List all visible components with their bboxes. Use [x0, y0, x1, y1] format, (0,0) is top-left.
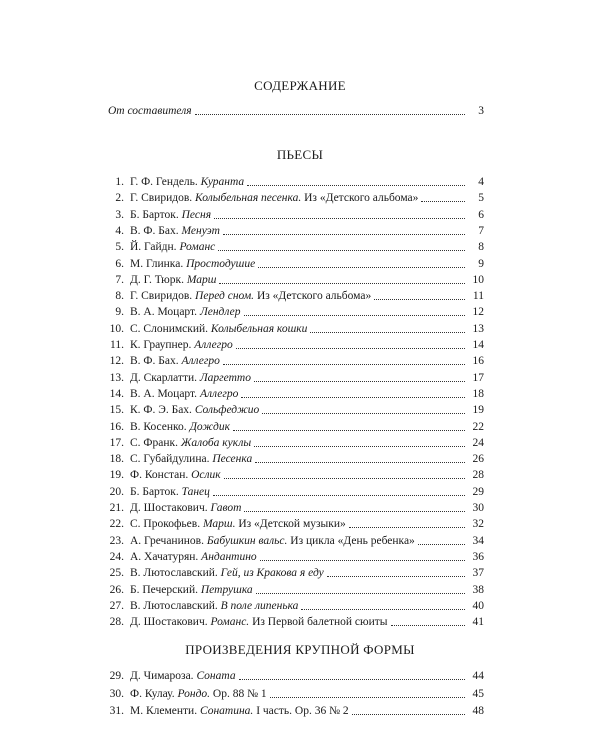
piece-title: Марш. — [202, 518, 236, 531]
page-number: 45 — [472, 687, 484, 700]
dot-leader — [270, 697, 465, 698]
toc-row[interactable] — [100, 371, 484, 385]
dot-leader — [254, 381, 465, 382]
toc-row[interactable] — [100, 669, 484, 683]
toc-row[interactable] — [100, 338, 484, 352]
composer: С. Губайдулина. — [130, 453, 210, 466]
dot-leader — [391, 625, 465, 626]
toc-row[interactable] — [100, 420, 484, 434]
page-number: 18 — [472, 387, 484, 400]
dot-leader — [224, 478, 465, 479]
entry-text — [124, 468, 221, 482]
piece-note: Ор. 88 № 1 — [212, 687, 267, 700]
entry-number: 10. — [109, 322, 124, 335]
entry-title: От составителя — [108, 105, 192, 117]
composer: В. Лютославский. — [130, 599, 218, 612]
entry-text — [124, 387, 238, 401]
entry-number: 24. — [109, 550, 124, 563]
page-number: 36 — [472, 550, 484, 563]
entry-text — [124, 224, 220, 238]
composer: М. Глинка. — [130, 257, 184, 270]
entry-number: 11. — [110, 339, 124, 351]
toc-row[interactable] — [100, 322, 484, 336]
entry-number: 21. — [109, 502, 124, 514]
dot-leader — [260, 560, 465, 561]
page-number: 29 — [472, 485, 484, 498]
composer: В. Ф. Бах. — [130, 355, 179, 368]
entry-number: 26. — [109, 583, 124, 596]
composer: Б. Барток. — [130, 208, 179, 221]
dot-leader — [241, 397, 465, 398]
page-number: 19 — [472, 404, 484, 417]
composer: А. Хачатурян. — [130, 550, 199, 563]
piece-note: Из «Детского альбома» — [256, 290, 372, 303]
entry-text — [124, 420, 230, 434]
composer: Й. Гайдн. — [130, 241, 177, 254]
entry-text — [124, 704, 349, 718]
dot-leader — [239, 679, 465, 680]
piece-note: I часть. Ор. 36 № 2 — [256, 705, 349, 717]
piece-title: Колыбельная кошки — [210, 322, 308, 335]
piece-title: Куранта — [200, 176, 245, 188]
piece-title: Марш — [186, 273, 217, 286]
toc-row[interactable] — [100, 354, 484, 368]
entry-number: 4. — [115, 224, 124, 237]
toc-row[interactable] — [100, 257, 484, 271]
entry-number: 20. — [109, 485, 124, 498]
entry-text — [124, 687, 267, 701]
page-number: 14 — [472, 339, 484, 351]
entry-text — [124, 550, 257, 564]
entry-text — [124, 669, 236, 683]
entry-number: 27. — [109, 599, 124, 612]
composer: Г. Ф. Гендель. — [130, 176, 198, 188]
toc-row[interactable] — [100, 208, 484, 222]
composer: Г. Свиридов. — [130, 290, 193, 303]
composer: В. А. Моцарт. — [130, 387, 198, 400]
heading-large-forms: ПРОИЗВЕДЕНИЯ КРУПНОЙ ФОРМЫ — [185, 642, 415, 657]
dot-leader — [256, 593, 465, 594]
entry-text — [124, 501, 241, 515]
page-number: 13 — [472, 322, 484, 335]
entry-number: 18. — [109, 453, 124, 466]
entry-text — [124, 436, 251, 450]
entry-text — [124, 403, 259, 417]
toc-row[interactable] — [100, 387, 484, 401]
dot-leader — [236, 348, 465, 349]
piece-title: Жалоба куклы — [180, 436, 252, 449]
page-number: 24 — [472, 436, 484, 449]
toc-row[interactable] — [100, 175, 484, 189]
dot-leader — [352, 714, 465, 715]
toc-row[interactable] — [100, 403, 484, 417]
page-number: 8 — [478, 241, 484, 254]
dot-leader — [349, 527, 465, 528]
entry-text — [124, 191, 418, 205]
page-number: 34 — [472, 534, 484, 547]
toc-row-preface[interactable] — [108, 104, 484, 118]
composer: Б. Печерский. — [130, 583, 198, 596]
entry-text — [124, 566, 324, 580]
dot-leader — [247, 185, 465, 186]
page-number: 16 — [472, 355, 484, 368]
toc-row[interactable] — [100, 687, 484, 701]
composer: Г. Свиридов. — [130, 192, 193, 205]
composer: К. Ф. Э. Бах. — [130, 404, 192, 417]
piece-title: Перед сном. — [195, 290, 255, 303]
composer: М. Клементи. — [130, 705, 198, 717]
dot-leader — [301, 609, 465, 610]
entry-number: 17. — [109, 436, 124, 449]
toc-row[interactable] — [100, 517, 484, 531]
dot-leader — [244, 315, 465, 316]
page-number: 32 — [472, 518, 484, 531]
page-number: 26 — [472, 453, 484, 466]
piece-title: Романс. — [210, 616, 250, 629]
dot-leader — [418, 544, 465, 545]
toc-row[interactable] — [100, 191, 484, 205]
entry-number: 5. — [115, 241, 124, 254]
page-number: 5 — [478, 192, 484, 205]
entry-number: 29. — [109, 670, 124, 682]
page-number: 37 — [472, 567, 484, 580]
dot-leader — [214, 218, 465, 219]
toc-row[interactable] — [100, 550, 484, 564]
composer: В. Ф. Бах. — [130, 224, 179, 237]
entry-number: 14. — [109, 387, 124, 400]
entry-number: 31. — [109, 705, 124, 717]
piece-title: Простодушие — [186, 257, 256, 270]
entry-number: 23. — [109, 534, 124, 547]
entry-number: 7. — [115, 273, 124, 286]
dot-leader — [213, 495, 465, 496]
piece-title: Петрушка — [200, 583, 253, 596]
dot-leader — [195, 114, 465, 115]
entry-text — [124, 175, 244, 189]
piece-title: В поле липенька — [220, 599, 299, 612]
page-number: 11 — [472, 290, 484, 303]
entry-number: 22. — [109, 518, 124, 531]
piece-title: Аллегро — [181, 355, 220, 368]
page-number: 38 — [472, 583, 484, 596]
page-number: 12 — [472, 306, 484, 319]
page-number: 22 — [472, 420, 484, 433]
piece-note: Из «Детского альбома» — [304, 192, 419, 205]
piece-title: Ларгетто — [199, 371, 251, 384]
composer: В. Лютославский. — [130, 567, 218, 580]
composer: Д. Шостакович. — [130, 616, 208, 629]
entry-text — [124, 257, 255, 271]
entry-text — [124, 517, 346, 531]
dot-leader — [310, 332, 465, 333]
page-number: 30 — [472, 502, 484, 514]
dot-leader — [421, 201, 465, 202]
composer: А. Гречанинов. — [130, 534, 204, 547]
composer: С. Франк. — [130, 436, 178, 449]
page-number: 9 — [478, 257, 484, 270]
entry-text — [124, 599, 298, 613]
toc-row[interactable] — [100, 566, 484, 580]
page-number: 44 — [472, 670, 484, 682]
toc-row[interactable] — [100, 273, 484, 287]
piece-title: Сонатина. — [199, 705, 254, 717]
page-number: 17 — [472, 371, 484, 384]
piece-title: Соната — [196, 670, 236, 682]
piece-title: Менуэт — [181, 224, 220, 237]
entry-text — [124, 354, 220, 368]
composer: В. А. Моцарт. — [130, 306, 198, 319]
entry-text — [124, 371, 251, 385]
piece-title: Песенка — [212, 453, 253, 466]
page-number: 41 — [472, 616, 484, 629]
dot-leader — [244, 511, 465, 512]
entry-text — [124, 289, 371, 303]
piece-title: Танец — [181, 485, 210, 498]
page-number: 48 — [472, 705, 484, 717]
toc-row[interactable] — [100, 534, 484, 548]
entry-number: 25. — [109, 567, 124, 580]
dot-leader — [223, 234, 465, 235]
composer: Д. Г. Тюрк. — [130, 273, 184, 286]
entry-number: 6. — [115, 257, 124, 270]
entry-number: 8. — [115, 290, 124, 303]
entry-text — [124, 583, 253, 597]
entry-text — [124, 208, 211, 222]
dot-leader — [262, 413, 465, 414]
page-number: 28 — [472, 469, 484, 482]
toc-row[interactable] — [100, 599, 484, 613]
piece-title: Аллегро — [199, 387, 239, 400]
piece-title: Песня — [181, 208, 212, 221]
toc-row[interactable] — [100, 289, 484, 303]
composer: Ф. Кулау. — [130, 687, 175, 700]
dot-leader — [255, 462, 465, 463]
dot-leader — [254, 446, 465, 447]
piece-title: Аллегро — [194, 339, 233, 351]
entry-text — [124, 273, 216, 287]
composer: В. Косенко. — [130, 420, 187, 433]
entry-number: 28. — [109, 616, 124, 629]
piece-title: Бабушкин вальс. — [206, 534, 288, 547]
piece-note: Из Первой балетной сюиты — [252, 616, 388, 629]
toc-row[interactable] — [100, 224, 484, 238]
entry-number: 3. — [115, 208, 124, 221]
dot-leader — [223, 364, 465, 365]
toc-row[interactable] — [100, 583, 484, 597]
entry-number: 9. — [115, 306, 124, 319]
composer: Б. Барток. — [130, 485, 179, 498]
entry-text — [124, 322, 307, 336]
dot-leader — [233, 430, 465, 431]
toc-row[interactable] — [100, 452, 484, 466]
piece-note: Из «Детской музыки» — [238, 518, 346, 531]
composer: С. Прокофьев. — [130, 518, 201, 531]
page-number: 40 — [472, 599, 484, 612]
entry-number: 13. — [109, 371, 124, 384]
entry-number: 15. — [109, 404, 124, 417]
entry-number: 30. — [109, 687, 124, 700]
entry-text — [124, 485, 210, 499]
entry-text — [124, 452, 252, 466]
dot-leader — [219, 283, 465, 284]
toc-row[interactable] — [100, 305, 484, 319]
piece-title: Андантино — [201, 550, 257, 563]
piece-title: Дождик — [189, 420, 230, 433]
piece-title: Лендлер — [199, 306, 241, 319]
entry-text — [124, 240, 215, 254]
entry-text — [124, 338, 233, 352]
piece-title: Ослик — [191, 469, 221, 482]
composer: Д. Чимароза. — [130, 670, 194, 682]
entry-text — [124, 534, 415, 548]
composer: Д. Скарлатти. — [130, 371, 198, 384]
heading-pieces: ПЬЕСЫ — [276, 147, 324, 162]
piece-note: Из цикла «День ребенка» — [290, 534, 415, 547]
toc-row[interactable] — [100, 436, 484, 450]
page-number: 7 — [478, 224, 484, 237]
entry-number: 12. — [109, 355, 124, 368]
piece-title: Гей, из Кракова я еду — [220, 567, 324, 580]
page-number: 3 — [478, 105, 484, 117]
toc-row[interactable] — [100, 501, 484, 515]
entry-number: 16. — [109, 420, 124, 433]
page-number: 4 — [478, 176, 484, 188]
entry-text — [124, 305, 241, 319]
toc-row[interactable] — [100, 240, 484, 254]
entry-text — [124, 615, 388, 629]
dot-leader — [374, 299, 465, 300]
toc-row[interactable] — [100, 704, 484, 718]
toc-row[interactable] — [100, 615, 484, 629]
page-number: 6 — [478, 208, 484, 221]
entry-number: 2. — [115, 192, 124, 205]
composer: Ф. Констан. — [130, 469, 189, 482]
composer: Д. Шостакович. — [130, 502, 208, 514]
heading-contents: СОДЕРЖАНИЕ — [254, 78, 346, 93]
entry-number: 1. — [115, 176, 124, 188]
composer: К. Граупнер. — [130, 339, 192, 351]
piece-title: Колыбельная песенка. — [195, 192, 302, 205]
dot-leader — [218, 250, 465, 251]
toc-row[interactable] — [100, 485, 484, 499]
dot-leader — [258, 267, 465, 268]
piece-title: Сольфеджио — [194, 404, 260, 417]
piece-title: Романс — [179, 241, 216, 254]
page-number: 10 — [472, 273, 484, 286]
entry-number: 19. — [109, 469, 124, 482]
dot-leader — [327, 576, 465, 577]
piece-title: Рондо. — [177, 687, 211, 700]
composer: С. Слонимский. — [130, 322, 209, 335]
toc-row[interactable] — [100, 468, 484, 482]
piece-title: Гавот — [210, 502, 242, 514]
